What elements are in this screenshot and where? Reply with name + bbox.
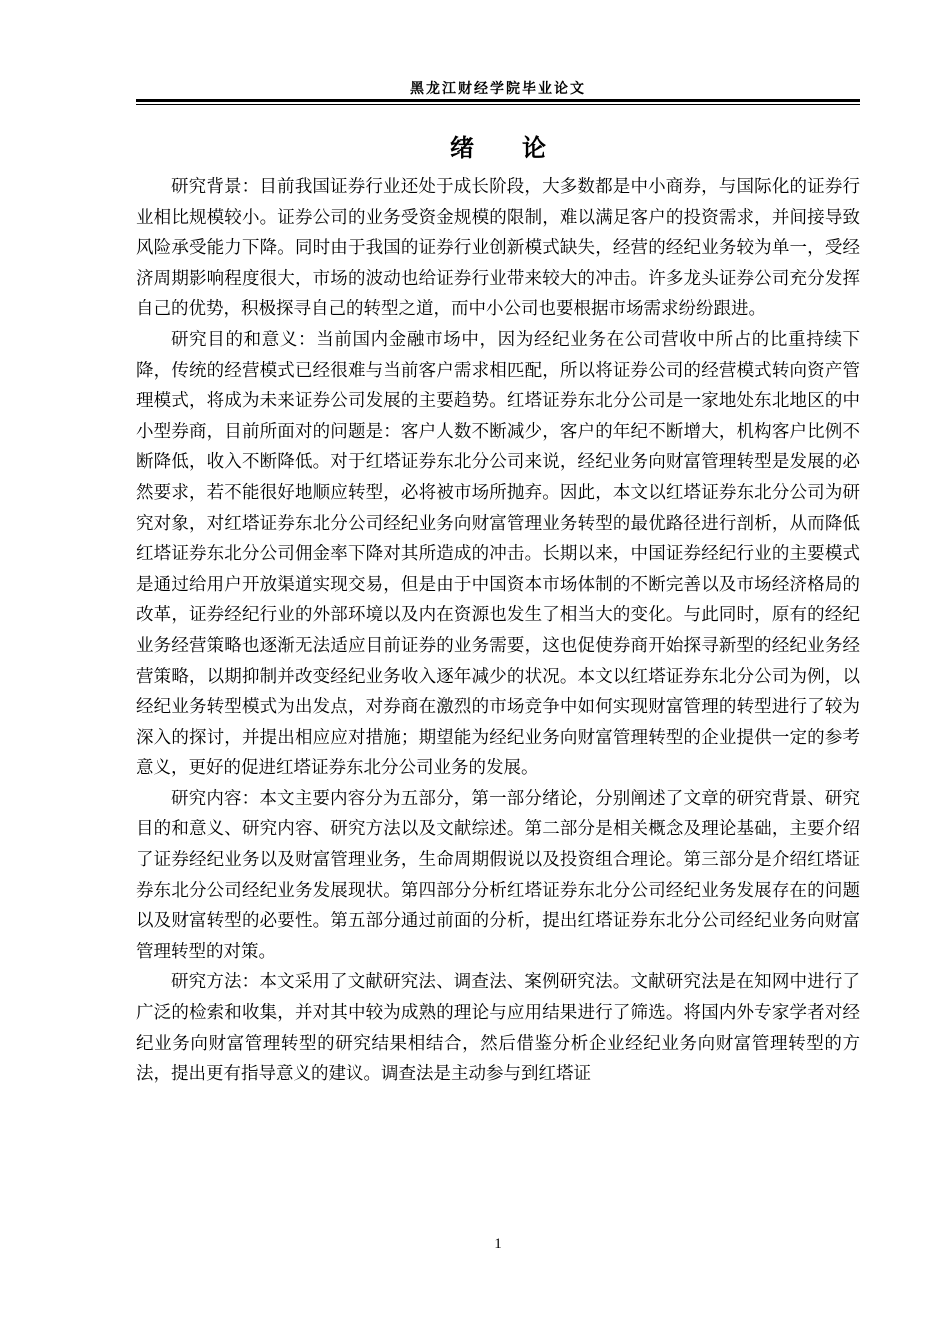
paragraph-content: 研究内容：本文主要内容分为五部分，第一部分绪论，分别阐述了文章的研究背景、研究目的和意义、研究内容、研究方法以及文献综述。第二部分是相关概念及理论基础，主要介绍了证券经纪业务以及财富管理业务，生命周期假说以及投资组合理论。第三部分是介绍红塔证券东北分公司经纪业务发展现状。第四部分分析红塔证券东北分公司经纪业务发展存在的问题以及财富转型的必要性。第五部分通过前面的分析，提出红塔证券东北分公司经纪业务向财富管理转型的对策。	[136, 788, 860, 962]
page-number: 1	[494, 1236, 502, 1252]
document-body	[136, 172, 860, 1090]
running-header: 黑龙江财经学院毕业论文	[410, 81, 586, 97]
paragraph-background: 研究背景：目前我国证券行业还处于成长阶段，大多数都是中小商券，与国际化的证券行业相比规模较小。证券公司的业务受资金规模的限制，难以满足客户的投资需求，并间接导致风险承受能力下降。同时由于我国的证券行业创新模式缺失，经营的经纪业务较为单一，受经济周期影响程度很大，市场的波动也给证券行业带来较大的冲击。许多龙头证券公司充分发挥自己的优势，积极探寻自己的转型之道，而中小公司也要根据市场需求纷纷跟进。	[136, 177, 860, 320]
paragraph-methods: 研究方法：本文采用了文献研究法、调查法、案例研究法。文献研究法是在知网中进行了广泛的检索和收集，并对其中较为成熟的理论与应用结果进行了筛选。将国内外专家学者对经纪业务向财富管理转型的研究结果相结合，然后借鉴分析企业经纪业务向财富管理转型的方法，提出更有指导意义的建议。调查法是主动参与到红塔证	[136, 972, 860, 1085]
section-title: 绪论	[450, 134, 594, 162]
header-rule-thick	[136, 99, 860, 102]
paragraph-purpose: 研究目的和意义：当前国内金融市场中，因为经纪业务在公司营收中所占的比重持续下降，传统的经营模式已经很难与当前客户需求相匹配，所以将证券公司的经营模式转向资产管理模式，将成为未来证券公司发展的主要趋势。红塔证券东北分公司是一家地处东北地区的中小型券商，目前所面对的问题是：客户人数不断减少，客户的年纪不断增大，机构客户比例不断降低，收入不断降低。对于红塔证券东北分公司来说，经纪业务向财富管理转型是发展的必然要求，若不能很好地顺应转型，必将被市场所抛弃。因此，本文以红塔证券东北分公司为研究对象，对红塔证券东北分公司经纪业务向财富管理业务转型的最优路径进行剖析，从而降低红塔证券东北分公司佣金率下降对其所造成的冲击。长期以来，中国证券经纪行业的主要模式是通过给用户开放渠道实现交易，但是由于中国资本市场体制的不断完善以及市场经济格局的改革，证券经纪行业的外部环境以及内在资源也发生了相当大的变化。与此同时，原有的经纪业务经营策略也逐渐无法适应目前证券的业务需要，这也促使券商开始探寻新型的经纪业务经营策略，以期抑制并改变经纪业务收入逐年减少的状况。本文以红塔证券东北分公司为例，以经纪业务转型模式为出发点，对券商在激烈的市场竞争中如何实现财富管理的转型进行了较为深入的探讨，并提出相应应对措施；期望能为经纪业务向财富管理转型的企业提供一定的参考意义，更好的促进红塔证券东北分公司业务的发展。	[136, 329, 860, 779]
header-rule-thin	[136, 104, 860, 105]
